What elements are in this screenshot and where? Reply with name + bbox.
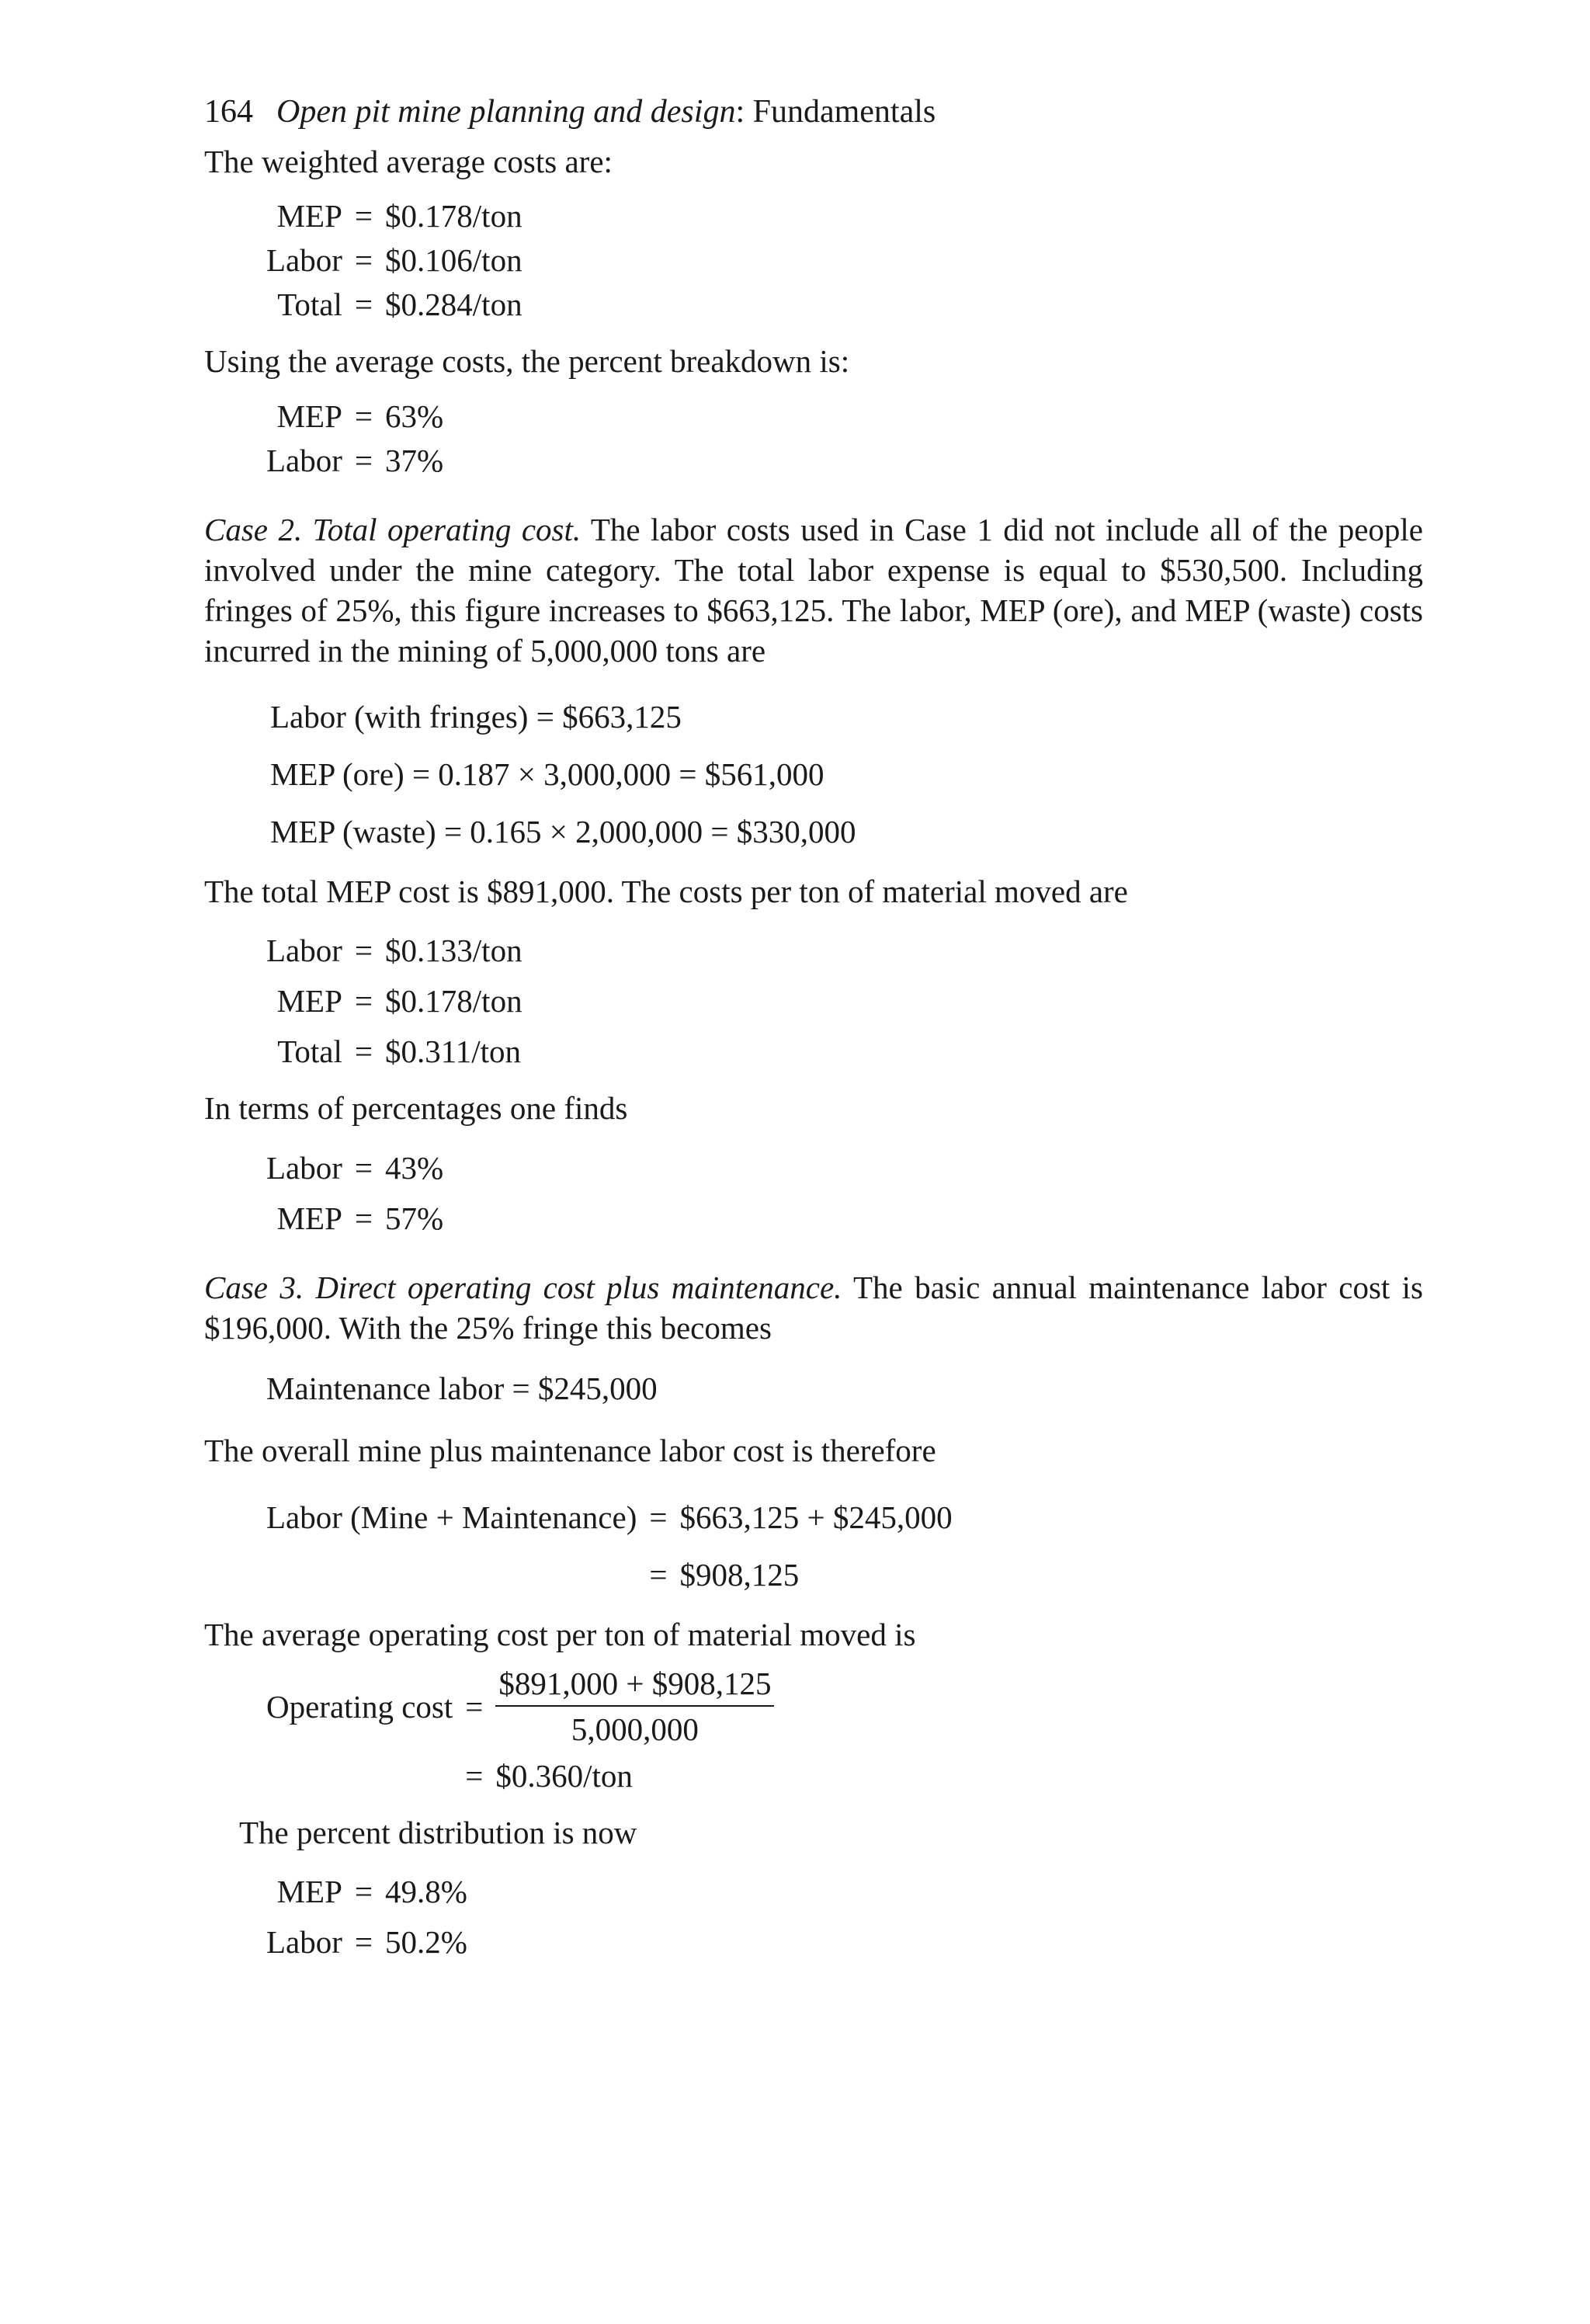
per-ton-row	[266, 926, 522, 976]
equation-label: Labor	[266, 1149, 342, 1186]
equation-value: $0.133/ton	[385, 933, 522, 969]
equals-sign: =	[354, 1200, 373, 1236]
equation-label: Labor	[266, 242, 342, 279]
equation-value: $0.178/ton	[385, 983, 522, 1020]
equation-value: $908,125	[679, 1556, 800, 1593]
case3-dist-equations	[266, 1867, 1423, 1968]
equation-label: Labor (Mine + Maintenance)	[266, 1499, 637, 1535]
equation-value: 49.8%	[385, 1874, 467, 1910]
maintenance-labor-equation: Maintenance labor = $245,000	[266, 1370, 658, 1406]
pct-row	[266, 1193, 443, 1244]
equation-value: 63%	[385, 398, 444, 434]
labor-mine-maintenance-equation	[266, 1489, 1423, 1603]
equation-label: MEP	[276, 198, 342, 234]
case2-pct-equations	[266, 1143, 1423, 1244]
pct-row	[266, 1143, 443, 1193]
equation-value: $0.178/ton	[385, 198, 522, 234]
case2-pct-text: In terms of percentages one finds	[204, 1090, 628, 1127]
fraction-denominator: 5,000,000	[571, 1711, 699, 1748]
weighted-row	[266, 283, 522, 327]
equals-sign: =	[465, 1757, 484, 1794]
operating-cost-fraction	[495, 1666, 774, 1748]
equals-sign: =	[354, 1874, 373, 1910]
breakdown-row	[266, 439, 443, 483]
equals-sign: =	[354, 983, 373, 1020]
case2-per-ton-equations	[266, 926, 1423, 1077]
breakdown-equations	[266, 394, 1423, 483]
case3-title: Case 3. Direct operating cost plus maintenance.	[204, 1269, 842, 1305]
running-header	[204, 92, 1423, 140]
equation-value: 50.2%	[385, 1924, 467, 1961]
breakdown-intro: Using the average costs, the percent breakdown is:	[204, 343, 850, 380]
equals-sign: =	[354, 1033, 373, 1070]
equation-label: Labor	[266, 1924, 342, 1961]
per-ton-row	[266, 976, 522, 1027]
weighted-intro: The weighted average costs are:	[204, 144, 613, 179]
mep-waste-equation: MEP (waste) = 0.165 × 2,000,000 = $330,000	[270, 813, 856, 849]
labor-fringes-equation: Labor (with fringes) = $663,125	[270, 698, 682, 735]
page-number: 164	[204, 94, 253, 130]
labor-mm-row	[266, 1489, 953, 1546]
equals-sign: =	[354, 398, 373, 434]
equation-label: Operating cost	[266, 1689, 453, 1725]
weighted-row	[266, 238, 522, 283]
running-subtitle: : Fundamentals	[735, 94, 936, 130]
case2-text: The labor costs used in Case 1 did not include all of the people involved under the mine category. The total labor expense is equal to $530,500. Including fringes of 25%, this figure increases to $663,125. The labor, MEP (ore), and MEP (waste) costs incurred in the mining of 5,000,000 tons are	[204, 511, 1423, 669]
case3-paragraph	[204, 1267, 1423, 1348]
equals-sign: =	[354, 287, 373, 323]
weighted-equations	[266, 194, 1423, 327]
case3-overall-text: The overall mine plus maintenance labor cost is therefore	[204, 1433, 936, 1469]
breakdown-row	[266, 394, 443, 439]
equation-label: MEP	[276, 398, 342, 434]
per-ton-row	[266, 1027, 522, 1077]
equation-value: 57%	[385, 1200, 444, 1236]
equation-label: MEP	[276, 1200, 342, 1236]
equation-label: Labor	[266, 933, 342, 969]
case3-text: The basic annual maintenance labor cost is $196,000. With the 25% fringe this becomes	[204, 1269, 1423, 1346]
equals-sign: =	[354, 442, 373, 478]
mep-ore-equation: MEP (ore) = 0.187 × 3,000,000 = $561,000	[270, 756, 825, 792]
equation-value: $0.311/ton	[385, 1033, 522, 1070]
equation-value: 43%	[385, 1149, 444, 1186]
equals-sign: =	[354, 933, 373, 969]
equals-sign: =	[354, 1924, 373, 1961]
case2-paragraph	[204, 509, 1423, 671]
equation-label: MEP	[276, 983, 342, 1020]
case3-dist-text: The percent distribution is now	[239, 1814, 637, 1850]
equals-sign: =	[354, 242, 373, 279]
equation-value: $0.360/ton	[495, 1757, 633, 1794]
dist-row	[266, 1917, 467, 1968]
dist-row	[266, 1867, 467, 1917]
case2-title: Case 2. Total operating cost.	[204, 511, 581, 547]
equation-label: MEP	[276, 1874, 342, 1910]
case2-equations	[204, 688, 1423, 860]
equation-value: $663,125 + $245,000	[679, 1499, 953, 1535]
operating-cost-equation	[266, 1666, 1423, 1802]
equation-value: $0.106/ton	[385, 242, 522, 279]
labor-mm-row	[266, 1546, 953, 1603]
equation-label: Total	[277, 1033, 342, 1070]
equals-sign: =	[354, 198, 373, 234]
equals-sign: =	[649, 1556, 668, 1593]
equation-value: 37%	[385, 442, 444, 478]
weighted-row	[266, 194, 522, 238]
running-title: Open pit mine planning and design	[276, 94, 736, 130]
operating-cost-row	[266, 1666, 774, 1748]
case3-avg-text: The average operating cost per ton of material moved is	[204, 1616, 916, 1652]
case2-total-text: The total MEP cost is $891,000. The costs per ton of material moved are	[204, 873, 1128, 909]
fraction-numerator: $891,000 + $908,125	[495, 1666, 774, 1707]
document-page	[204, 92, 1423, 1968]
equals-sign: =	[465, 1689, 484, 1725]
equation-label: Total	[277, 287, 342, 323]
equals-sign: =	[354, 1149, 373, 1186]
equals-sign: =	[649, 1499, 668, 1535]
equation-value: $0.284/ton	[385, 287, 522, 323]
equation-label: Labor	[266, 442, 342, 478]
operating-cost-result-row	[266, 1749, 774, 1803]
